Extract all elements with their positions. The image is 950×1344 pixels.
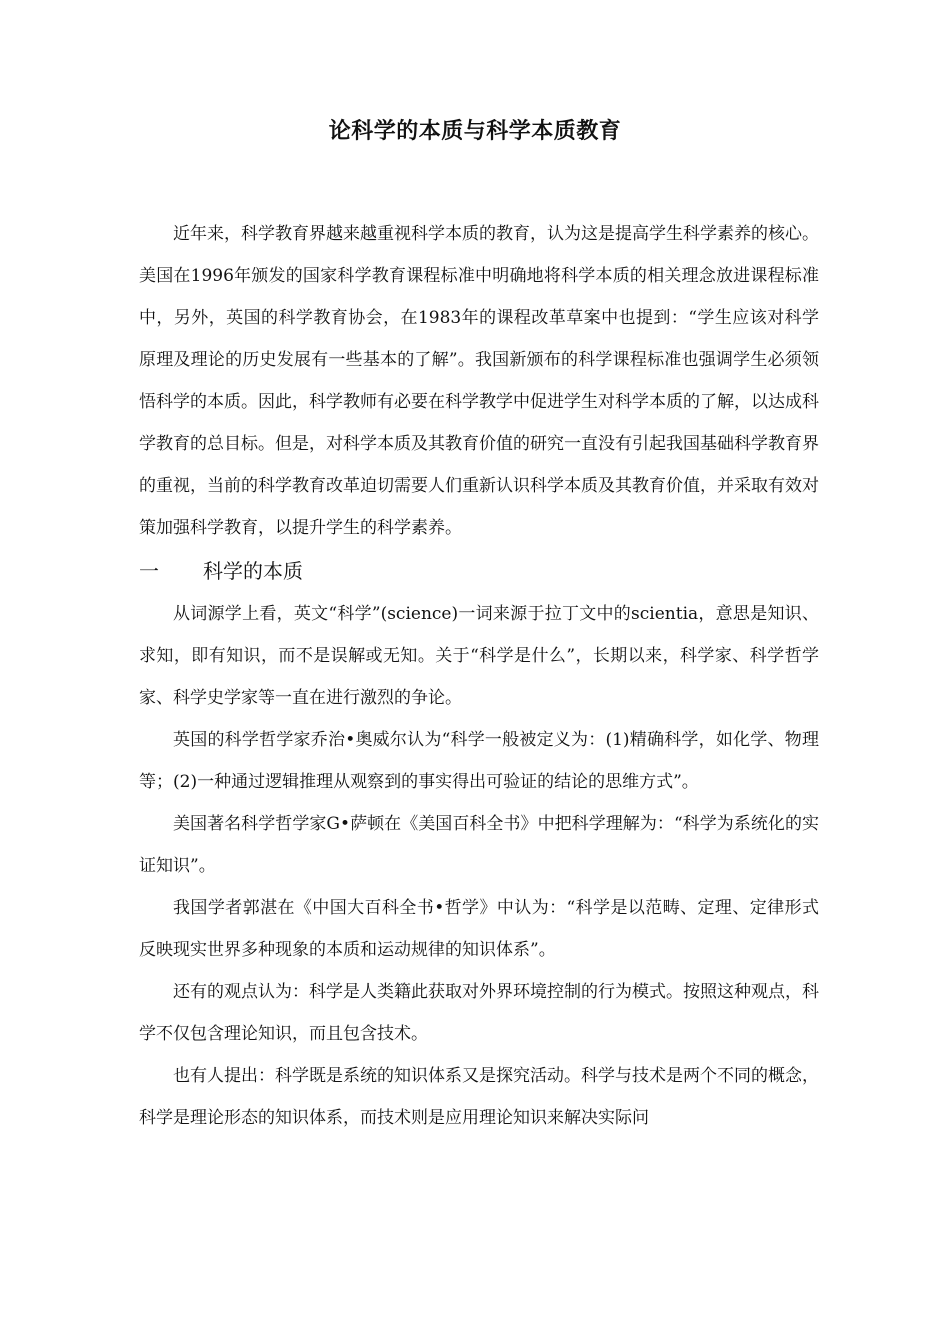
paragraph-orwell: 英国的科学哲学家乔治•奥威尔认为“科学一般被定义为：(1)精确科学，如化学、物理等；(2)一种通过逻辑推理从观察到的事实得出可验证的结论的思维方式”。 [139,730,819,792]
section-number: 一 [139,559,159,583]
paragraph-sarton: 美国著名科学哲学家G•萨顿在《美国百科全书》中把科学理解为：“科学为系统化的实证知识”。 [139,814,819,876]
paragraph-behavior-model: 还有的观点认为：科学是人类籍此获取对外界环境控制的行为模式。按照这种观点，科学不仅包含理论知识，而且包含技术。 [139,982,819,1044]
document-title: 论科学的本质与科学本质教育 [328,119,622,144]
document-body [139,213,819,1139]
intro-paragraph: 近年来，科学教育界越来越重视科学本质的教育，认为这是提高学生科学素养的核心。美国在1996年颁发的国家科学教育课程标准中明确地将科学本质的相关理念放进课程标准中，另外，英国的科学教育协会，在1983年的课程改革草案中也提到：“学生应该对科学原理及理论的历史发展有一些基本的了解”。我国新颁布的科学课程标准也强调学生必须领悟科学的本质。因此，科学教师有必要在科学教学中促进学生对科学本质的了解，以达成科学教育的总目标。但是，对科学本质及其教育价值的研究一直没有引起我国基础科学教育界的重视，当前的科学教育改革迫切需要人们重新认识科学本质及其教育价值，并采取有效对策加强科学教育，以提升学生的科学素养。 [139,224,819,538]
paragraph-etymology: 从词源学上看，英文“科学”(science)一词来源于拉丁文中的scientia，意思是知识、求知，即有知识，而不是误解或无知。关于“科学是什么”，长期以来，科学家、科学哲学家、科学史学家等一直在进行激烈的争论。 [139,604,819,708]
section-heading [139,549,819,593]
paragraph-guozhan: 我国学者郭湛在《中国大百科全书•哲学》中认为：“科学是以范畴、定理、定律形式反映现实世界多种现象的本质和运动规律的知识体系”。 [139,898,819,960]
section-title: 科学的本质 [203,559,303,583]
paragraph-science-technology: 也有人提出：科学既是系统的知识体系又是探究活动。科学与技术是两个不同的概念，科学是理论形态的知识体系，而技术则是应用理论知识来解决实际问 [139,1066,819,1128]
